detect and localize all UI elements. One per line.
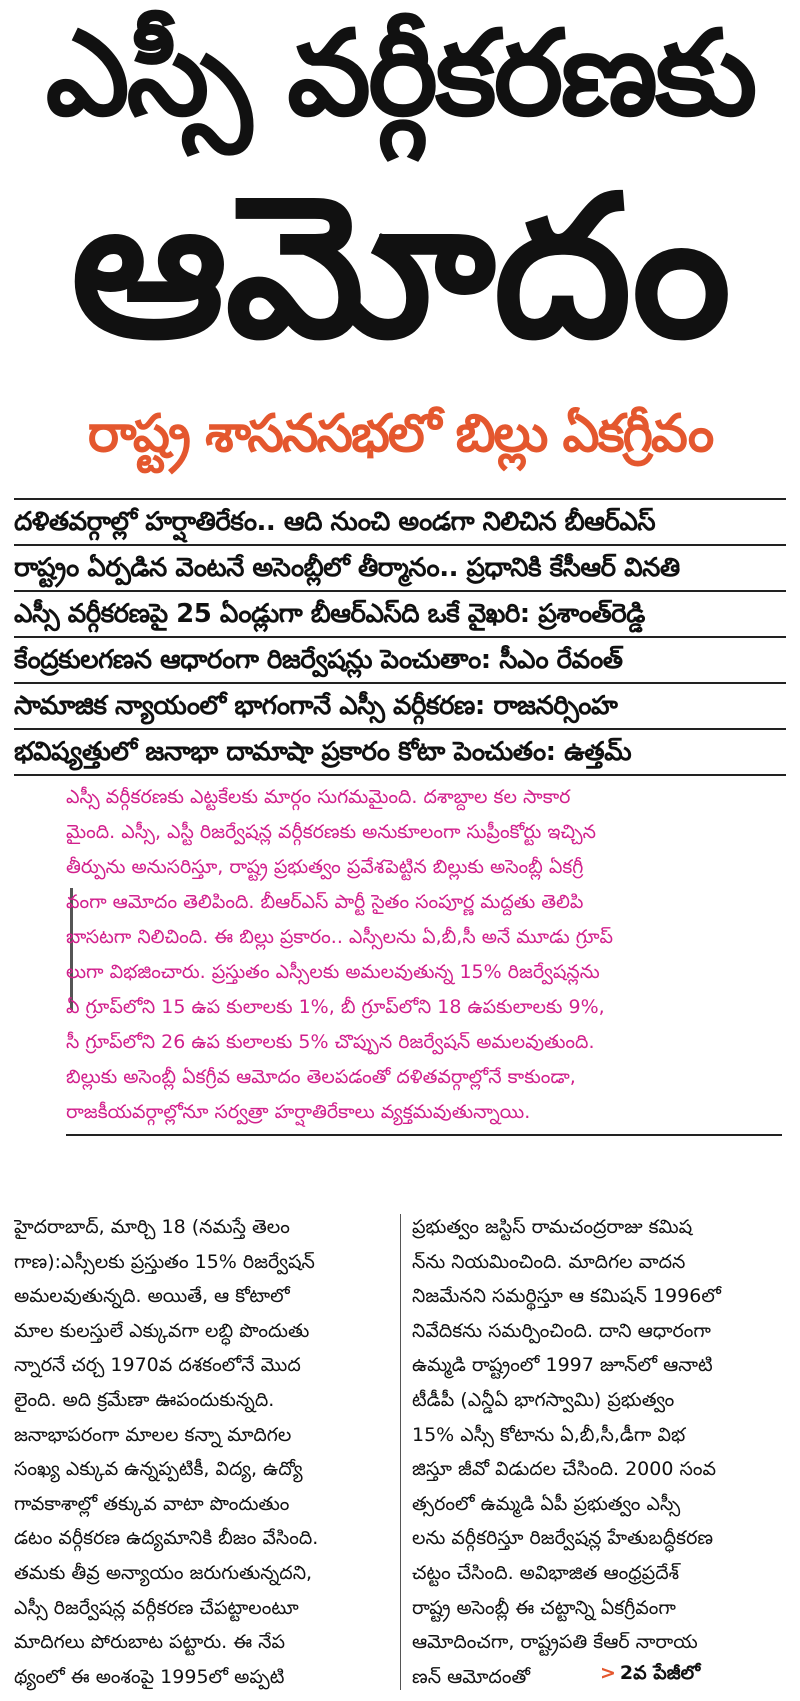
summary-line: వంగా ఆమోదం తెలిపింది. బీఆర్ఎస్ పార్టీ సైతం సంపూర్ణ మద్దతు తెలిపి <box>66 891 584 913</box>
body-line: న్నారనే చర్చ 1970వ దశకంలోనే మొద <box>14 1354 301 1377</box>
body-line: ఎస్సీ రిజర్వేషన్ల వర్గీకరణ చేపట్టాలంటూ <box>14 1596 299 1619</box>
body-line: ఆమోదించగా, రాష్ట్రపతి కేఆర్ నారాయ <box>412 1631 698 1654</box>
body-line: సంఖ్య ఎక్కువ ఉన్నప్పటికీ, విద్య, ఉద్యో <box>14 1458 303 1481</box>
body-line: టీడీపీ (ఎన్డీఏ భాగస్వామి) ప్రభుత్వం <box>412 1388 675 1411</box>
summary-line: లుగా విభజించారు. ప్రస్తుతం ఎస్సీలకు అమలవుతున్న 15% రిజర్వేషన్లను <box>66 961 600 983</box>
summary-line: ఏ గ్రూప్‌లోని 15 ఉప కులాలకు 1%, బీ గ్రూప్‌లోని 18 ఉపకులాలకు 9%, <box>66 996 605 1018</box>
body-line: న్‌ను నియమించింది. మాదిగల వాదన <box>412 1250 686 1273</box>
highlight-item: దళితవర్గాల్లో హర్షాతిరేకం.. ఆది నుంచి అండగా నిలిచిన బీఆర్ఎస్ <box>14 500 786 546</box>
summary-line: ఎస్సీ వర్గీకరణకు ఎట్టకేలకు మార్గం సుగమమైంది. దశాబ్దాల కల సాకార <box>66 786 571 808</box>
highlight-item: ఎస్సీ వర్గీకరణపై 25 ఏండ్లుగా బీఆర్ఎస్‌ది ఒకే వైఖరి: ప్రశాంత్‌రెడ్డి <box>14 592 786 638</box>
body-line: లైంది. అది క్రమేణా ఊపందుకున్నది. <box>14 1388 275 1411</box>
body-line: హైదరాబాద్, మార్చి 18 (నమస్తే తెలం <box>14 1216 290 1238</box>
body-line: గాణ):ఎస్సీలకు ప్రస్తుతం 15% రిజర్వేషన్ <box>14 1250 315 1273</box>
headline-line-1: ఎస్సీ వర్గీకరణకు <box>45 4 755 142</box>
summary-line: రాజకీయవర్గాల్లోనూ సర్వత్రా హర్షాతిరేకాలు వ్యక్తమవుతున్నాయి. <box>66 1101 531 1123</box>
article-column-left <box>14 1210 388 1694</box>
body-line: లను వర్గీకరిస్తూ రిజర్వేషన్ల హేతుబద్ధీకరణ <box>412 1527 714 1550</box>
body-line: ఉమ్మడి రాష్ట్రంలో 1997 జూన్‌లో ఆనాటి <box>412 1354 713 1377</box>
highlight-item: రాష్ట్రం ఏర్పడిన వెంటనే అసెంబ్లీలో తీర్మానం.. ప్రధానికి కేసీఆర్ వినతి <box>14 546 786 592</box>
body-line: మాల కులస్తులే ఎక్కువగా లబ్ధి పొందుతు <box>14 1319 310 1342</box>
body-line: జిస్తూ జీవో విడుదల చేసింది. 2000 సంవ <box>412 1458 716 1481</box>
continued-on-page-link[interactable] <box>600 1662 700 1689</box>
body-line: జనాభాపరంగా మాలల కన్నా మాదిగల <box>14 1423 292 1446</box>
highlight-item: భవిష్యత్తులో జనాభా దామాషా ప్రకారం కోటా పెంచుతం: ఉత్తమ్ <box>14 730 786 776</box>
subheadline: రాష్ట్ర శాసనసభలో బిల్లు ఏకగ్రీవం <box>87 404 713 464</box>
summary-line: సీ గ్రూప్‌లోని 26 ఉప కులాలకు 5% చొప్పున రిజర్వేషన్ అమలవుతుంది. <box>66 1031 595 1053</box>
body-line: నిజమేనని సమర్థిస్తూ ఆ కమిషన్ 1996లో <box>412 1285 721 1308</box>
body-line: చట్టం చేసింది. అవిభాజిత ఆంధ్రప్రదేశ్ <box>412 1561 680 1584</box>
highlight-item: కేంద్రకులగణన ఆధారంగా రిజర్వేషన్లు పెంచుతాం: సీఎం రేవంత్ <box>14 638 786 684</box>
body-line: నివేదికను సమర్పించింది. దాని ఆధారంగా <box>412 1319 711 1342</box>
body-line: ణన్ ఆమోదంతో <box>412 1665 531 1688</box>
body-line: థ్యంలో ఈ అంశంపై 1995లో అప్పటి <box>14 1665 285 1688</box>
column-divider <box>400 1214 401 1690</box>
summary-line: మైంది. ఎస్సీ, ఎస్టీ రిజర్వేషన్ల వర్గీకరణకు అనుకూలంగా సుప్రీంకోర్టు ఇచ్చిన <box>66 821 596 843</box>
body-line: రాష్ట్ర అసెంబ్లీ ఈ చట్టాన్ని ఏకగ్రీవంగా <box>412 1596 676 1619</box>
body-line: మాదిగలు పోరుబాట పట్టారు. ఈ నేప <box>14 1631 286 1654</box>
summary-line: బిల్లుకు అసెంబ్లీ ఏకగ్రీవ ఆమోదం తెలపడంతో దళితవర్గాల్లోనే కాకుండా, <box>66 1066 576 1088</box>
highlight-item: సామాజిక న్యాయంలో భాగంగానే ఎస్సీ వర్గీకరణ: రాజనర్సింహ <box>14 684 786 730</box>
summary-line: బాసటగా నిలిచింది. ఈ బిల్లు ప్రకారం.. ఎస్సీలను ఏ,బీ,సీ అనే మూడు గ్రూప్ <box>66 926 614 948</box>
body-line: డటం వర్గీకరణ ఉద్యమానికి బీజం వేసింది. <box>14 1527 319 1550</box>
article-column-right <box>412 1210 786 1694</box>
chevron-right-icon: > <box>600 1662 616 1684</box>
summary-line: తీర్పును అనుసరిస్తూ, రాష్ట్ర ప్రభుత్వం ప్రవేశపెట్టిన బిల్లుకు అసెంబ్లీ ఏకగ్రీ <box>66 856 584 878</box>
body-line: 15% ఎస్సీ కోటాను ఏ,బీ,సీ,డీగా విభ <box>412 1423 686 1446</box>
highlights-list <box>14 498 786 776</box>
body-line: గావకాశాల్లో తక్కువ వాటా పొందుతుం <box>14 1492 290 1515</box>
headline-line-2: ఆమోదం <box>70 154 730 382</box>
continued-on-page-text: 2వ పేజీలో <box>619 1662 701 1684</box>
summary-box <box>66 780 782 1136</box>
body-line: త్సరంలో ఉమ్మడి ఏపీ ప్రభుత్వం ఎస్సీ <box>412 1492 681 1515</box>
body-line: అమలవుతున్నది. అయితే, ఆ కోటాలో <box>14 1285 290 1308</box>
body-line: ప్రభుత్వం జస్టిస్ రామచంద్రరాజు కమిష <box>412 1216 693 1238</box>
body-line: తమకు తీవ్ర అన్యాయం జరుగుతున్నదని, <box>14 1561 313 1584</box>
article-body <box>14 1210 786 1694</box>
